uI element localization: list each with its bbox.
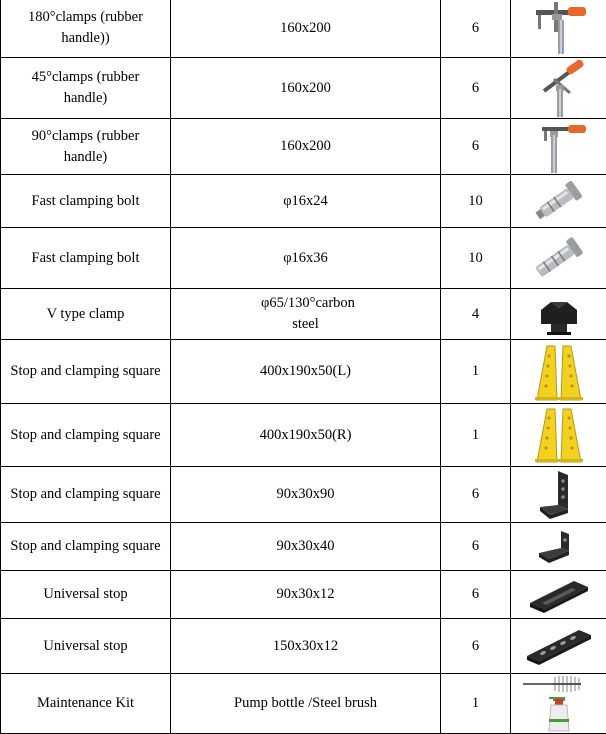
- item-name: Stop and clamping square: [1, 467, 171, 523]
- item-size: 400x190x50(R): [171, 404, 441, 467]
- square-yellow-icon: [529, 406, 589, 464]
- table-row: [1, 404, 606, 467]
- item-name: 180°clamps (rubber handle)): [1, 0, 171, 58]
- item-size: 400x190x50(L): [171, 340, 441, 404]
- item-image: [511, 58, 606, 119]
- item-name: Stop and clamping square: [1, 523, 171, 571]
- item-size: Pump bottle /Steel brush: [171, 674, 441, 734]
- item-size: φ65/130°carbon steel: [171, 289, 441, 340]
- item-qty: 1: [441, 340, 511, 404]
- clamp-180-icon: [524, 0, 594, 56]
- item-qty: 10: [441, 175, 511, 228]
- item-name: 90°clamps (rubber handle): [1, 119, 171, 175]
- angle-square-small-icon: [533, 527, 585, 567]
- item-qty: 6: [441, 523, 511, 571]
- item-qty: 1: [441, 674, 511, 734]
- item-qty: 10: [441, 228, 511, 289]
- clamping-bolt-icon: [529, 178, 589, 224]
- item-image: [511, 467, 606, 523]
- item-size: 90x30x90: [171, 467, 441, 523]
- table-row: [1, 119, 606, 175]
- item-name: 45°clamps (rubber handle): [1, 58, 171, 119]
- table-row: [1, 467, 606, 523]
- item-name: Stop and clamping square: [1, 404, 171, 467]
- table-row: [1, 619, 606, 674]
- item-image: [511, 404, 606, 467]
- table-row: [1, 523, 606, 571]
- item-size: 90x30x40: [171, 523, 441, 571]
- clamp-45-icon: [524, 59, 594, 117]
- item-qty: 6: [441, 571, 511, 619]
- item-size: 90x30x12: [171, 571, 441, 619]
- item-size: φ16x36: [171, 228, 441, 289]
- item-image: [511, 619, 606, 674]
- item-qty: 1: [441, 404, 511, 467]
- clamp-90-icon: [524, 121, 594, 173]
- table-row: [1, 340, 606, 404]
- universal-stop-icon: [526, 575, 592, 615]
- table-row: [1, 0, 606, 58]
- item-size: 150x30x12: [171, 619, 441, 674]
- item-image: [511, 228, 606, 289]
- item-name: Universal stop: [1, 619, 171, 674]
- item-qty: 4: [441, 289, 511, 340]
- clamping-bolt-icon: [528, 233, 590, 283]
- item-name: V type clamp: [1, 289, 171, 340]
- table-row: [1, 175, 606, 228]
- item-qty: 6: [441, 619, 511, 674]
- item-image: [511, 119, 606, 175]
- item-qty: 6: [441, 467, 511, 523]
- table-row: [1, 674, 606, 734]
- item-name: Fast clamping bolt: [1, 228, 171, 289]
- item-image: [511, 523, 606, 571]
- item-image: [511, 340, 606, 404]
- item-name: Universal stop: [1, 571, 171, 619]
- universal-stop-long-icon: [523, 624, 595, 668]
- item-image: [511, 674, 606, 734]
- item-image: [511, 571, 606, 619]
- item-name: Fast clamping bolt: [1, 175, 171, 228]
- table-row: [1, 571, 606, 619]
- item-image: [511, 175, 606, 228]
- item-image: [511, 0, 606, 58]
- item-qty: 6: [441, 119, 511, 175]
- table-row: [1, 58, 606, 119]
- item-image: [511, 289, 606, 340]
- square-yellow-icon: [529, 342, 589, 402]
- angle-square-icon: [534, 469, 584, 521]
- item-size: 160x200: [171, 0, 441, 58]
- table-row: [1, 289, 606, 340]
- item-size: 160x200: [171, 58, 441, 119]
- item-qty: 6: [441, 0, 511, 58]
- item-name: Maintenance Kit: [1, 674, 171, 734]
- item-size: 160x200: [171, 119, 441, 175]
- v-clamp-icon: [535, 292, 583, 336]
- item-qty: 6: [441, 58, 511, 119]
- item-name: Stop and clamping square: [1, 340, 171, 404]
- table-row: [1, 228, 606, 289]
- item-size: φ16x24: [171, 175, 441, 228]
